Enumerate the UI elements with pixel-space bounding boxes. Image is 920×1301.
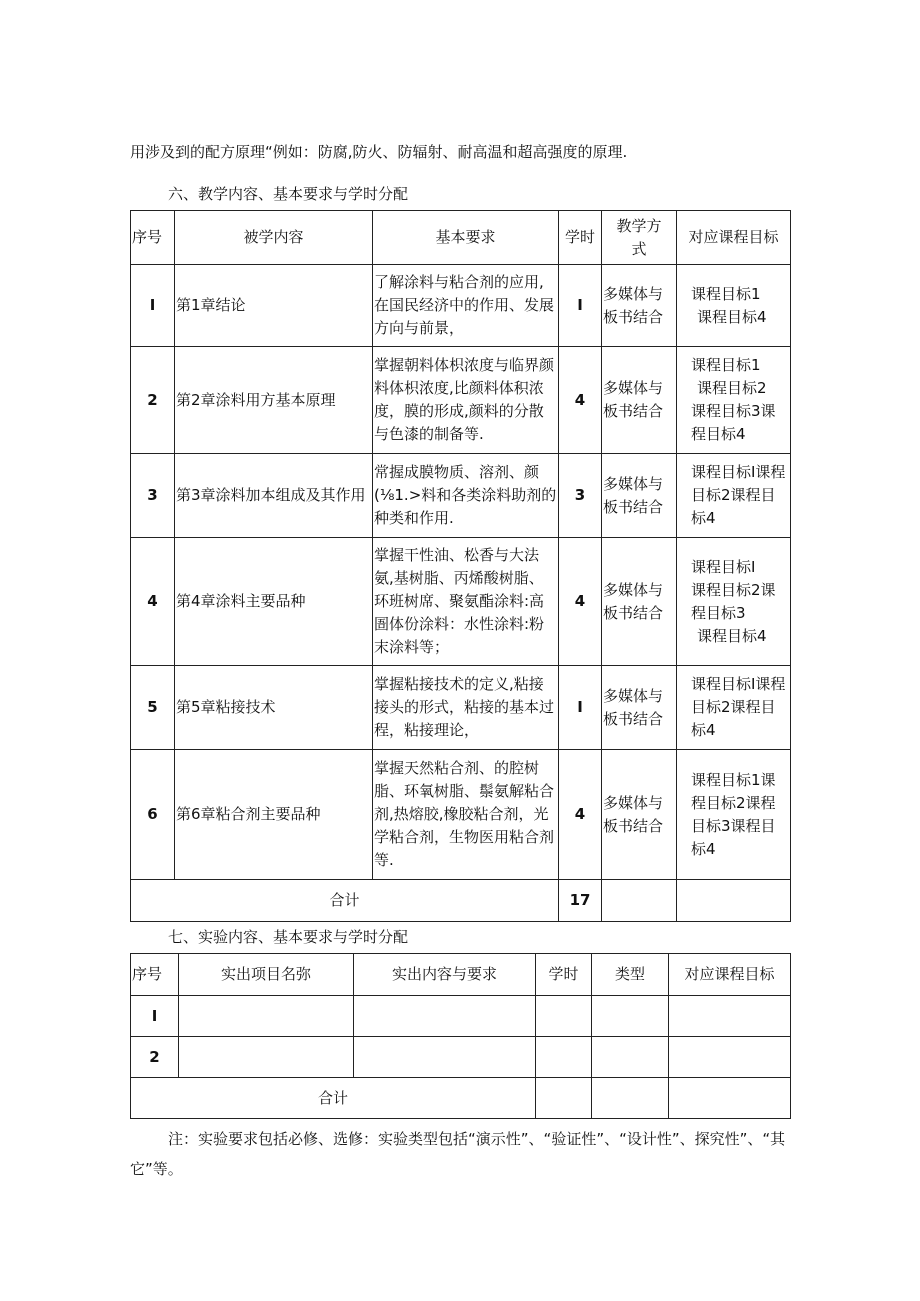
total-hours: 17 bbox=[559, 880, 602, 922]
row-requirements: 掌握粘接技术的定义,粘接接头的形式，粘接的基本过程，粘接理论， bbox=[373, 666, 559, 750]
header-name: 实出项目名弥 bbox=[179, 954, 354, 996]
row-content: 第1章结论 bbox=[175, 265, 373, 347]
row-name bbox=[179, 996, 354, 1037]
row-goals bbox=[677, 538, 791, 666]
goal-line: 课程目标I课程目标2课程目标4 bbox=[691, 675, 786, 739]
row-hours: 3 bbox=[559, 454, 602, 538]
total-label: 合计 bbox=[131, 880, 559, 922]
row-content: 第2章涂料用方基本原理 bbox=[175, 347, 373, 454]
experiment-table bbox=[130, 953, 791, 1119]
row-type bbox=[592, 1037, 669, 1078]
header-hours: 学时 bbox=[559, 211, 602, 265]
goal-line: 课程目标1 bbox=[691, 284, 761, 303]
goal-line: 课程目标1 bbox=[691, 356, 761, 374]
row-hours: 4 bbox=[559, 538, 602, 666]
total-method bbox=[602, 880, 677, 922]
row-index: 2 bbox=[131, 1037, 179, 1078]
row-index: I bbox=[131, 265, 175, 347]
row-hours: 4 bbox=[559, 347, 602, 454]
goal-line: 课程目标2 bbox=[697, 379, 767, 397]
table-row bbox=[131, 666, 791, 750]
row-requirements: 掌握干性油、松香与大法氨,基树脂、丙烯酸树脂、环班树席、聚氨酯涂料:高圄体份涂料：水性涂料:粉末涂料等； bbox=[373, 538, 559, 666]
goal-line: 课程目标I课程目标2课程目标4 bbox=[691, 463, 786, 527]
row-requirements: 掌握天然粘合剂、的腔树脂、环氧树脂、鬃氨解粘合剂,热熔胶,橡胶粘合剂，光学粘合剂，生物医用粘合剂等. bbox=[373, 750, 559, 880]
total-label: 合计 bbox=[131, 1078, 536, 1119]
row-method: 多媒体与板书结合 bbox=[602, 347, 677, 454]
row-method: 多媒体与板书结合 bbox=[602, 666, 677, 750]
intro-paragraph: 用涉及到的配方原理“例如：防腐,防火、防辐射、耐高温和超高强度的原理. bbox=[130, 143, 628, 161]
goal-line: 课程目标1课程目标2课程目标3课程目标4 bbox=[691, 770, 776, 858]
goal-line: 课程目标I bbox=[691, 557, 756, 576]
header-index: 序号 bbox=[131, 211, 175, 265]
table-row bbox=[131, 996, 791, 1037]
row-hours bbox=[536, 996, 592, 1037]
table-header-row bbox=[131, 211, 791, 265]
row-content bbox=[354, 1037, 536, 1078]
header-content: 实出内容与要求 bbox=[354, 954, 536, 996]
header-hours: 学时 bbox=[536, 954, 592, 996]
row-goals bbox=[677, 347, 791, 454]
table-total-row bbox=[131, 1078, 791, 1119]
table-total-row bbox=[131, 880, 791, 922]
goal-line: 课程目标3课程目标4 bbox=[691, 402, 776, 443]
row-content: 第4章涂料主要品种 bbox=[175, 538, 373, 666]
row-hours bbox=[536, 1037, 592, 1078]
total-hours bbox=[536, 1078, 592, 1119]
row-goals bbox=[677, 666, 791, 750]
table-row bbox=[131, 347, 791, 454]
row-index: 3 bbox=[131, 454, 175, 538]
row-goals bbox=[677, 265, 791, 347]
row-goals bbox=[669, 996, 791, 1037]
row-requirements: 了解涂料与粘合剂的应用,在国民经济中的作用、发展方向与前景， bbox=[373, 265, 559, 347]
row-requirements: 常握成膜物质、溶剂、颜(⅛1.>料和各类涂料助剂的种类和作用. bbox=[373, 454, 559, 538]
row-content bbox=[354, 996, 536, 1037]
goal-line: 课程目标2课程目标3 bbox=[691, 580, 776, 622]
row-hours: I bbox=[559, 265, 602, 347]
row-hours: I bbox=[559, 666, 602, 750]
table-row bbox=[131, 1037, 791, 1078]
total-goals bbox=[669, 1078, 791, 1119]
row-method: 多媒体与板书结合 bbox=[602, 265, 677, 347]
header-type: 类型 bbox=[592, 954, 669, 996]
total-type bbox=[592, 1078, 669, 1119]
section6-title: 六、教学内容、基本要求与学时分配 bbox=[168, 185, 409, 203]
row-content: 第5章粘接技术 bbox=[175, 666, 373, 750]
row-type bbox=[592, 996, 669, 1037]
row-requirements: 掌握朝料体枳浓度与临界颜料体枳浓度,比颜料体积浓度，膜的形成,颜料的分散与色漆的制备等. bbox=[373, 347, 559, 454]
row-index: 2 bbox=[131, 347, 175, 454]
row-goals bbox=[677, 750, 791, 880]
row-goals bbox=[669, 1037, 791, 1078]
header-content: 被学内容 bbox=[175, 211, 373, 265]
row-method: 多媒体与板书结合 bbox=[602, 454, 677, 538]
table-header-row bbox=[131, 954, 791, 996]
header-index: 序号 bbox=[131, 954, 179, 996]
row-hours: 4 bbox=[559, 750, 602, 880]
header-requirements: 基本要求 bbox=[373, 211, 559, 265]
row-goals bbox=[677, 454, 791, 538]
header-method: 教学方式 bbox=[602, 211, 677, 265]
table-row bbox=[131, 454, 791, 538]
row-method: 多媒体与板书结合 bbox=[602, 538, 677, 666]
header-goals: 对应课程目标 bbox=[669, 954, 791, 996]
row-index: 5 bbox=[131, 666, 175, 750]
table-row bbox=[131, 750, 791, 880]
row-index: 6 bbox=[131, 750, 175, 880]
goal-line: 课程目标4 bbox=[697, 626, 767, 645]
goal-line: 课程目标4 bbox=[697, 307, 767, 326]
table-row bbox=[131, 538, 791, 666]
row-index: 4 bbox=[131, 538, 175, 666]
teaching-table bbox=[130, 210, 791, 922]
section7-title: 七、实验内容、基本要求与学时分配 bbox=[168, 928, 409, 946]
table-row bbox=[131, 265, 791, 347]
total-goals bbox=[677, 880, 791, 922]
row-content: 第6章粘合剂主要品种 bbox=[175, 750, 373, 880]
footnote: 注：实验要求包括必修、选修：实验类型包括“演示性”、“验证性”、“设计性”、探究性”、“其它”等。 bbox=[130, 1130, 786, 1178]
header-goals: 对应课程目标 bbox=[677, 211, 791, 265]
row-content: 第3章涂料加本组成及其作用 bbox=[175, 454, 373, 538]
row-name bbox=[179, 1037, 354, 1078]
row-index: I bbox=[131, 996, 179, 1037]
row-method: 多媒体与板书结合 bbox=[602, 750, 677, 880]
